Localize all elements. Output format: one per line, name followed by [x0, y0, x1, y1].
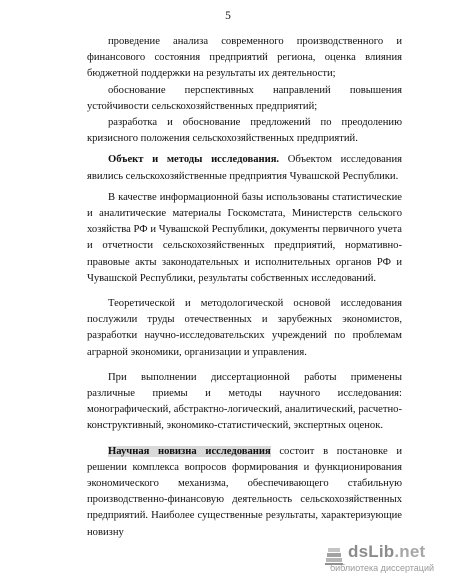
dslib-logo: dsLib.net: [348, 542, 426, 561]
paragraph-theoretical-basis: Теоретической и методологической основой исследования послужили труды отечественных и зарубежных экономистов, разработки научно-исследовательских учреждений по проблемам аграрной экономики, организации и управления.: [87, 298, 402, 358]
paragraph-object-methods: [87, 152, 402, 184]
dslib-subtitle: библиотека диссертаций: [330, 563, 435, 573]
paragraph-scientific-novelty: [87, 444, 402, 541]
paragraph-goal-directions: обоснование перспективных направлений повышения устойчивости сельскохозяйственных предприятий;: [87, 84, 402, 112]
paragraph-information-base: В качестве информационной базы использованы статистические и аналитические материалы Госкомстата, Министерств сельского хозяйства РФ и Чувашской Республики, документы первичного учета и отчетности сельскохозяйственных предприятий, нормативно-правовые акты законодательных и исполнительных органов РФ и Чувашской Республики, результаты собственных исследований.: [87, 191, 402, 284]
paragraph-goal-proposals: разработка и обоснование предложений по преодолению кризисного положения сельскохозяйственных предприятий.: [87, 117, 402, 145]
object-methods-heading: Объект и методы исследования.: [108, 154, 280, 166]
dslib-watermark: [324, 542, 442, 576]
paragraph-research-methods: При выполнении диссертационной работы применены различные приемы и методы научного исследования: монографический, абстрактно-логический, аналитический, расчетно-конструктивный, экономико-статистический, экспертных оценок.: [87, 371, 402, 432]
scientific-novelty-heading: Научная новизна исследования: [108, 445, 271, 457]
document-body: [87, 34, 402, 541]
paragraph-goal-analysis: проведение анализа современного производственного и финансового состояния предприятий региона, оценка влияния бюджетной поддержки на результаты их деятельности;: [87, 36, 402, 80]
scientific-novelty-text: состоит в постановке и решении комплекса вопросов формирования и функционирования экономического механизма, обеспечивающего стабильную производственно-финансовую деятельность сельскохозяйственных предприятий. Наиболее существенные результаты, характеризующие новизну: [87, 445, 402, 538]
object-methods-text: Объектом исследования явились сельскохозяйственные предприятия Чувашской Республики.: [87, 154, 403, 182]
page-number: 5: [225, 10, 231, 22]
